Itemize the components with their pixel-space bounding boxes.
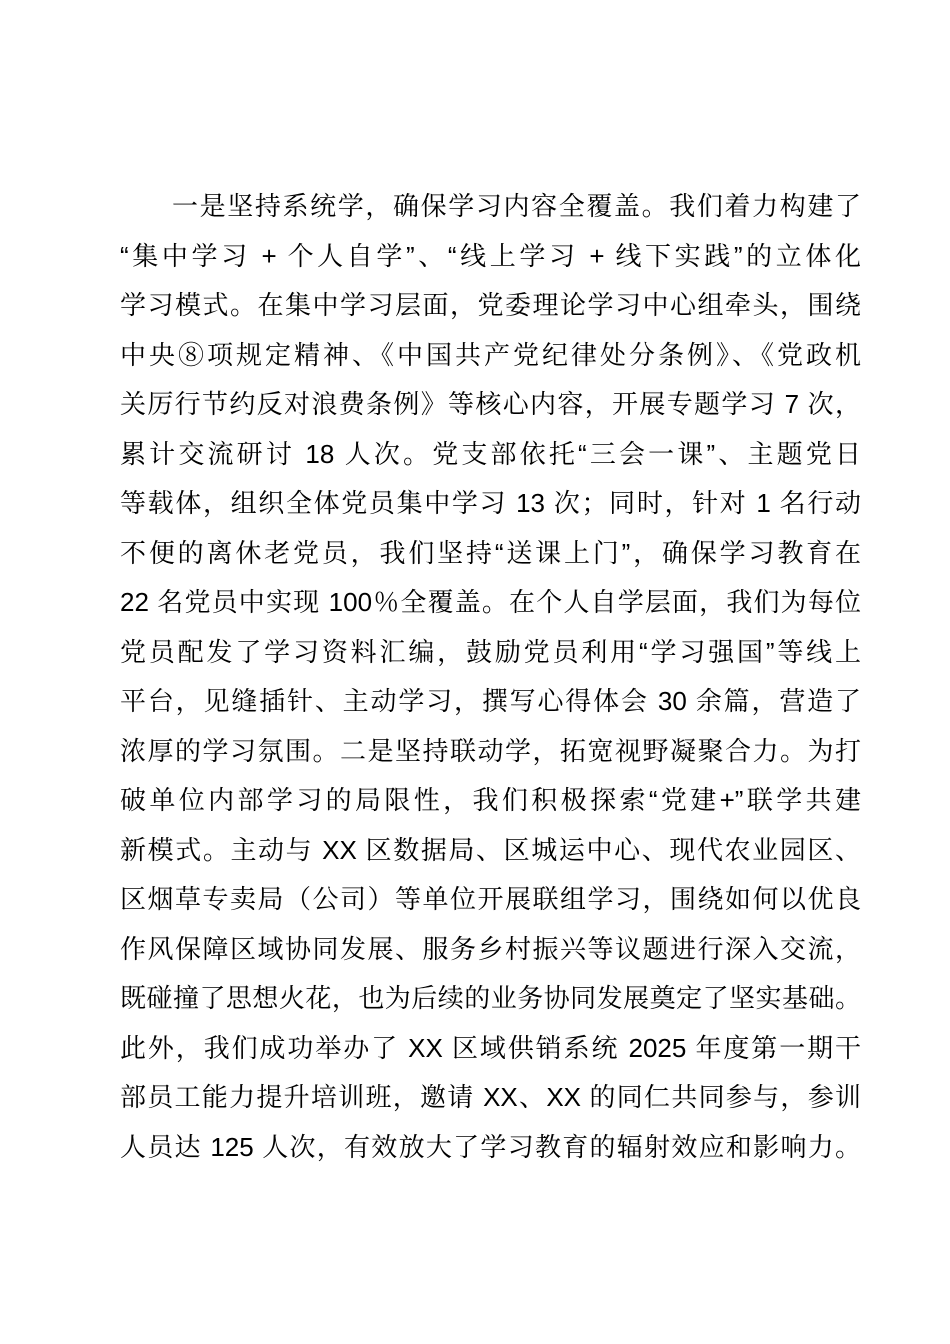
paragraph-line: 累计交流研讨 18 人次。党支部依托“三会一课”、主题党日 <box>120 438 861 469</box>
body-paragraph <box>120 182 861 1172</box>
paragraph-line: 区烟草专卖局（公司）等单位开展联组学习，围绕如何以优良 <box>120 884 861 914</box>
paragraph-line: 此外，我们成功举办了 XX 区域供销系统 2025 年度第一期干 <box>120 1032 861 1063</box>
paragraph-line: 关厉行节约反对浪费条例》等核心内容，开展专题学习 7 次， <box>120 389 861 419</box>
paragraph-line: 平台，见缝插针、主动学习，撰写心得体会 30 余篇，营造了 <box>120 686 861 716</box>
paragraph-line: 不便的离休老党员，我们坚持“送课上门”，确保学习教育在 <box>120 537 861 568</box>
paragraph-line: 浓厚的学习氛围。二是坚持联动学，拓宽视野凝聚合力。为打 <box>120 735 861 766</box>
paragraph-line: 既碰撞了思想火花，也为后续的业务协同发展奠定了坚实基础。 <box>120 983 861 1013</box>
paragraph-line: 等载体，组织全体党员集中学习 13 次；同时，针对 1 名行动 <box>120 488 861 518</box>
paragraph-line: 党员配发了学习资料汇编，鼓励党员利用“学习强国”等线上 <box>120 636 861 667</box>
paragraph-line: 部员工能力提升培训班，邀请 XX、XX 的同仁共同参与，参训 <box>120 1082 861 1112</box>
paragraph-line: 作风保障区域协同发展、服务乡村振兴等议题进行深入交流， <box>120 933 861 964</box>
paragraph-line: 新模式。主动与 XX 区数据局、区城运中心、现代农业园区、 <box>120 834 861 865</box>
paragraph-line: 中央⑧项规定精神、《中国共产党纪律处分条例》、《党政机 <box>120 339 861 370</box>
paragraph-line: 破单位内部学习的局限性，我们积极探索“党建+”联学共建 <box>120 785 861 815</box>
paragraph-line: 学习模式。在集中学习层面，党委理论学习中心组牵头，围绕 <box>120 290 861 320</box>
paragraph-line: 一是坚持系统学，确保学习内容全覆盖。我们着力构建了 <box>172 191 861 221</box>
paragraph-line: 22 名党员中实现 100％全覆盖。在个人自学层面，我们为每位 <box>120 587 861 617</box>
paragraph-line: 人员达 125 人次，有效放大了学习教育的辐射效应和影响力。 <box>120 1131 861 1162</box>
paragraph-line: “集中学习 + 个人自学”、“线上学习 + 线下实践”的立体化 <box>120 240 861 271</box>
